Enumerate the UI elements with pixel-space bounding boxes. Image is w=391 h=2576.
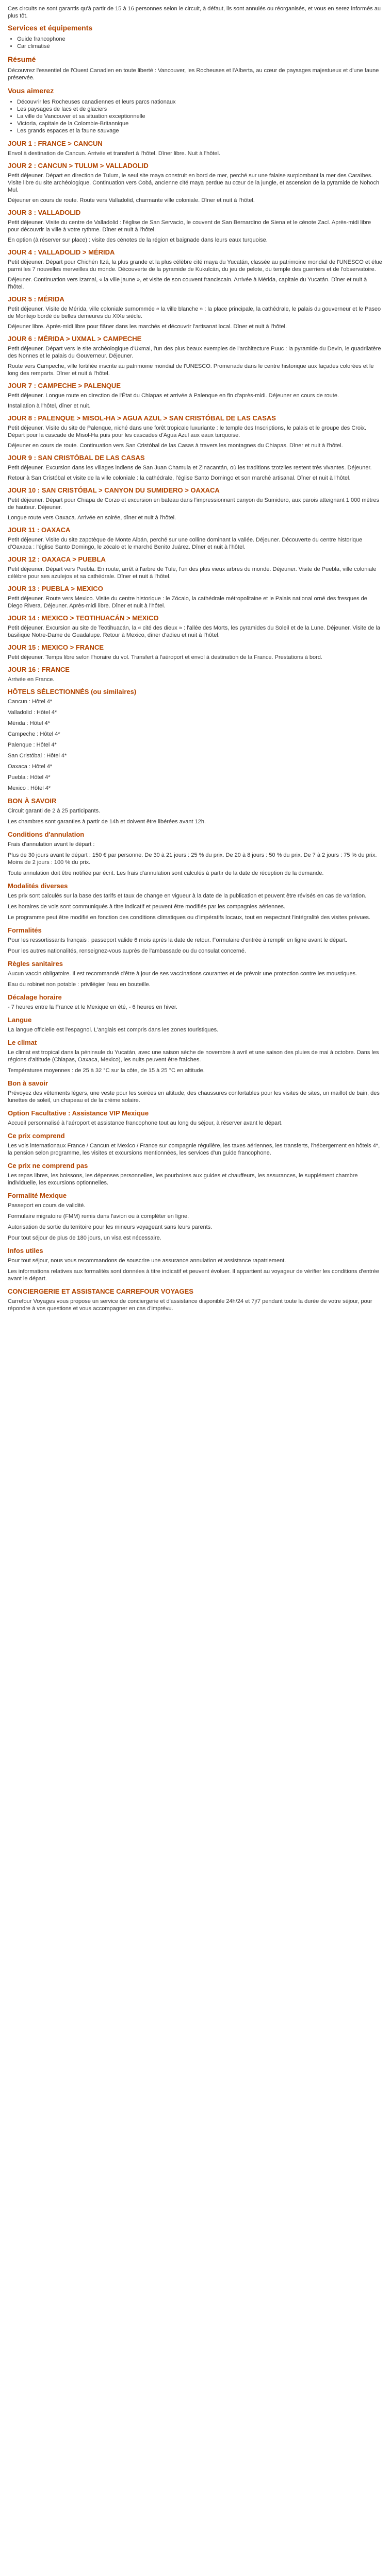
insurance-section — [8, 1287, 383, 1312]
list-item: • Les grands espaces et la faune sauvage — [17, 127, 383, 134]
day-2 — [8, 162, 383, 204]
day-text: Petit déjeuner. Visite du site zapotèque de Monte Albán, perché sur une colline dominant la vallée. Déjeuner. Découverte du centre historique d'Oaxaca : l'église Santo Domingo, le zócalo et le marché Benito Juárez. Dîner et nuit à l'hôtel. — [8, 537, 363, 550]
info-text: Les informations relatives aux formalités sont données à titre indicatif et peuvent évoluer. Il appartient au voyageur de vérifier les conditions d'entrée avant le départ. — [8, 1268, 379, 1282]
info-text: Formulaire migratoire (FMM) remis dans l'avion ou à compléter en ligne. — [8, 1213, 189, 1219]
hotel-line: Mexico : Hôtel 4* — [8, 785, 51, 791]
practical-section — [8, 882, 383, 921]
day-text: Petit déjeuner. Excursion dans les villages indiens de San Juan Chamula et Zinacantán, où les traditions tzotziles restent très vivantes. Déjeuner. — [8, 465, 372, 471]
conditions-title: Conditions d'annulation — [8, 831, 85, 838]
highlights-list — [8, 98, 383, 134]
day-text: Petit déjeuner. Départ pour Chiapa de Corzo et excursion en bateau dans l'impressionnant canyon du Sumidero, aux parois atteignant 1 000 mètres de hauteur. Déjeuner. — [8, 497, 379, 511]
day-title: JOUR 4 : VALLADOLID > MÉRIDA — [8, 248, 115, 256]
day-text: Retour à San Cristóbal et visite de la ville coloniale : la cathédrale, l'église Santo Domingo et son marché artisanal. Dîner et nuit à l'hôtel. — [8, 475, 351, 481]
info-text: La langue officielle est l'espagnol. L'anglais est compris dans les zones touristiques. — [8, 1027, 219, 1033]
info-text: Accueil personnalisé à l'aéroport et assistance francophone tout au long du séjour, à réserver avant le départ. — [8, 1120, 283, 1126]
intro-note: Ces circuits ne sont garantis qu'à partir de 15 à 16 personnes selon le circuit, à défaut, ils sont annulés ou réorganisés, et vous en serez informés au plus tôt. — [8, 6, 381, 19]
info-text: Pour les autres nationalités, renseignez-vous auprès de l'ambassade ou du consulat concerné. — [8, 948, 246, 954]
language-section — [8, 1016, 383, 1033]
day-title: JOUR 5 : MÉRIDA — [8, 295, 64, 303]
info-text: Passeport en cours de validité. — [8, 1202, 86, 1209]
info-text: Les horaires de vols sont communiqués à titre indicatif et peuvent être modifiés par les compagnies aériennes. — [8, 904, 286, 910]
day-title: JOUR 11 : OAXACA — [8, 526, 71, 534]
included-title: Ce prix comprend — [8, 1132, 65, 1140]
hotel-line: Palenque : Hôtel 4* — [8, 742, 57, 748]
day-13 — [8, 585, 383, 609]
climate-title: Le climat — [8, 1039, 37, 1046]
luggage-title: Bon à savoir — [8, 1079, 48, 1087]
day-title: JOUR 6 : MÉRIDA > UXMAL > CAMPECHE — [8, 335, 142, 343]
info-text: Les prix sont calculés sur la base des tarifs et taux de change en vigueur à la date de la publication et peuvent être révisés en cas de variation. — [8, 893, 367, 899]
health-section — [8, 960, 383, 988]
day-text: Petit déjeuner. Route vers Mexico. Visite du centre historique : le Zócalo, la cathédrale métropolitaine et le Palais national orné des fresques de Diego Rivera. Déjeuner. Après-midi libre. Dîner et nuit à l'hôtel. — [8, 596, 367, 609]
list-item: • Les paysages de lacs et de glaciers — [17, 106, 383, 113]
day-text: Petit déjeuner. Visite du centre de Valladolid : l'église de San Servacio, le couvent de San Bernardino de Siena et le cénote Zací. Après-midi libre pour découvrir la ville à votre rythme. Dîner et nuit à l'hôtel. — [8, 219, 371, 233]
day-title: JOUR 2 : CANCUN > TULUM > VALLADOLID — [8, 162, 149, 170]
health-title: Règles sanitaires — [8, 960, 63, 968]
time-title: Décalage horaire — [8, 993, 62, 1001]
day-text: Petit déjeuner. Départ vers le site archéologique d'Uxmal, l'un des plus beaux exemples de l'architecture Puuc : la pyramide du Devin, le quadrilatère des Nonnes et le palais du Gouverneur. Déjeuner. — [8, 346, 381, 359]
info-text: Eau du robinet non potable : privilégier l'eau en bouteille. — [8, 981, 151, 988]
day-4 — [8, 248, 383, 291]
info-text: Le programme peut être modifié en fonction des conditions climatiques ou d'impératifs locaux, tout en respectant l'intégralité des visites prévues. — [8, 914, 371, 921]
day-text: Petit déjeuner. Visite du site de Palenque, niché dans une forêt tropicale luxuriante : le temple des Inscriptions, le palais et le groupe des Croix. Départ pour la cascade de Misol-Ha puis pour les cascades d'Agua Azul aux eaux turquoise. — [8, 425, 367, 438]
day-7 — [8, 382, 383, 410]
highlights-title: Vous aimerez — [8, 87, 54, 95]
list-item: • Guide francophone — [17, 36, 383, 43]
useful-title: Infos utiles — [8, 1247, 43, 1255]
hotel-line: Mérida : Hôtel 4* — [8, 720, 50, 726]
day-text: Longue route vers Oaxaca. Arrivée en soirée, dîner et nuit à l'hôtel. — [8, 515, 176, 521]
day-14 — [8, 614, 383, 639]
hotel-line: San Cristóbal : Hôtel 4* — [8, 753, 67, 759]
day-text: Déjeuner en cours de route. Route vers Valladolid, charmante ville coloniale. Dîner et nuit à l'hôtel. — [8, 197, 255, 204]
day-text: Installation à l'hôtel, dîner et nuit. — [8, 403, 91, 409]
language-title: Langue — [8, 1016, 32, 1024]
info-text: Prévoyez des vêtements légers, une veste pour les soirées en altitude, des chaussures confortables pour les visites de sites, un maillot de bain, des lunettes de soleil, un chapeau et de la crème solaire. — [8, 1090, 380, 1104]
day-11 — [8, 526, 383, 551]
day-title: JOUR 15 : MEXICO > FRANCE — [8, 643, 104, 651]
info-text: Pour les ressortissants français : passeport valide 6 mois après la date de retour. Formulaire d'entrée à remplir en ligne avant le départ. — [8, 937, 348, 943]
list-item: • Victoria, capitale de la Colombie-Britannique — [17, 120, 383, 127]
formalities2-title: Formalité Mexique — [8, 1192, 67, 1199]
info-text: Autorisation de sortie du territoire pour les mineurs voyageant sans leurs parents. — [8, 1224, 213, 1230]
info-text: Le climat est tropical dans la péninsule du Yucatán, avec une saison sèche de novembre à avril et une saison des pluies de mai à octobre. Dans les régions d'altitude (Chiapas, Oaxaca, Mexico), les nuits peuvent être fraîches. — [8, 1049, 379, 1063]
hotel-line: Valladolid : Hôtel 4* — [8, 709, 57, 716]
day-title: JOUR 3 : VALLADOLID — [8, 209, 81, 216]
good-to-know-title: BON À SAVOIR — [8, 797, 57, 805]
hotel-line: Puebla : Hôtel 4* — [8, 774, 51, 781]
formalities2-section — [8, 1192, 383, 1242]
time-section — [8, 993, 383, 1011]
formalities-section — [8, 926, 383, 955]
info-text: Les chambres sont garanties à partir de 14h et doivent être libérées avant 12h. — [8, 819, 206, 825]
day-text: Déjeuner libre. Après-midi libre pour flâner dans les marchés et découvrir l'artisanat local. Dîner et nuit à l'hôtel. — [8, 324, 287, 330]
insurance-title: CONCIERGERIE ET ASSISTANCE CARREFOUR VOYAGES — [8, 1287, 193, 1295]
day-3 — [8, 209, 383, 244]
day-6 — [8, 335, 383, 377]
info-text: Aucun vaccin obligatoire. Il est recommandé d'être à jour de ses vaccinations courantes et de prévoir une protection contre les moustiques. — [8, 971, 357, 977]
hotels-section — [8, 688, 383, 792]
day-title: JOUR 13 : PUEBLA > MEXICO — [8, 585, 103, 592]
day-text: Petit déjeuner. Départ vers Puebla. En route, arrêt à l'arbre de Tule, l'un des plus vieux arbres du monde. Déjeuner. Visite de Puebla, ville coloniale célèbre pour ses azulejos et sa cathédrale. Dîner et nuit à l'hôtel. — [8, 566, 377, 580]
info-text: Frais d'annulation avant le départ : — [8, 841, 95, 848]
day-title: JOUR 1 : FRANCE > CANCUN — [8, 140, 103, 147]
resume-section — [8, 55, 383, 81]
day-text: Petit déjeuner. Longue route en direction de l'État du Chiapas et arrivée à Palenque en fin d'après-midi. Déjeuner en cours de route. — [8, 393, 339, 399]
day-text: Route vers Campeche, ville fortifiée inscrite au patrimoine mondial de l'UNESCO. Promenade dans le centre historique aux façades colorées et le long des remparts. Dîner et nuit à l'hôtel. — [8, 363, 374, 377]
day-text: Petit déjeuner. Visite de Mérida, ville coloniale surnommée « la ville blanche » : la place principale, la cathédrale, le palais du gouverneur et le Paseo de Montejo bordé de belles demeures du XIXe siècle. — [8, 306, 381, 319]
included-section — [8, 1132, 383, 1157]
hotel-line: Cancun : Hôtel 4* — [8, 699, 53, 705]
info-text: Pour tout séjour, nous vous recommandons de souscrire une assurance annulation et assistance rapatriement. — [8, 1258, 286, 1264]
day-text: Déjeuner. Continuation vers Izamal, « la ville jaune », et visite de son couvent franciscain. Arrivée à Mérida, capitale du Yucatán. Dîner et nuit à l'hôtel. — [8, 277, 367, 290]
services-section — [8, 24, 383, 50]
day-10 — [8, 486, 383, 521]
info-text: Plus de 30 jours avant le départ : 150 € par personne. De 30 à 21 jours : 25 % du prix. De 20 à 8 jours : 50 % du prix. De 7 à 2 jours : 75 % du prix. Moins de 2 jours : 100 % du prix. — [8, 852, 377, 866]
excluded-section — [8, 1162, 383, 1187]
day-text: En option (à réserver sur place) : visite des cénotes de la région et baignade dans leurs eaux turquoise. — [8, 237, 268, 243]
day-title: JOUR 7 : CAMPECHE > PALENQUE — [8, 382, 121, 389]
day-text: Arrivée en France. — [8, 676, 55, 683]
option-section — [8, 1109, 383, 1127]
conditions-section — [8, 831, 383, 877]
option-title: Option Facultative : Assistance VIP Mexique — [8, 1109, 149, 1117]
day-title: JOUR 16 : FRANCE — [8, 666, 70, 673]
info-text: Les vols internationaux France / Cancun et Mexico / France sur compagnie régulière, les taxes aériennes, les transferts, l'hébergement en hôtels 4*, la pension selon programme, les visites et excursions mentionnées, les services d'un guide francophone. — [8, 1143, 380, 1156]
highlights-section — [8, 87, 383, 134]
day-text: Petit déjeuner. Temps libre selon l'horaire du vol. Transfert à l'aéroport et envol à destination de la France. Prestations à bord. — [8, 654, 322, 660]
info-text: Carrefour Voyages vous propose un service de conciergerie et d'assistance disponible 24h/24 et 7j/7 pendant toute la durée de votre séjour, pour répondre à vos questions et vous accompagner en cas d'imprévu. — [8, 1298, 372, 1312]
list-item: • Découvrir les Rocheuses canadiennes et leurs parcs nationaux — [17, 98, 383, 106]
day-text: Petit déjeuner. Départ en direction de Tulum, le seul site maya construit en bord de mer, perché sur une falaise surplombant la mer des Caraïbes. Visite libre du site archéologique. Continuation vers Cobá, ancienne cité maya perdue au cœur de la jungle, et ascension de la pyramide de Nohoch Mul. — [8, 173, 380, 193]
day-5 — [8, 295, 383, 330]
services-title: Services et équipements — [8, 24, 93, 32]
day-title: JOUR 12 : OAXACA > PUEBLA — [8, 555, 106, 563]
list-item: • Car climatisé — [17, 43, 383, 50]
day-9 — [8, 454, 383, 482]
info-text: - 7 heures entre la France et le Mexique en été, - 6 heures en hiver. — [8, 1004, 177, 1010]
info-text: Pour tout séjour de plus de 180 jours, un visa est nécessaire. — [8, 1235, 161, 1241]
hotel-line: Oaxaca : Hôtel 4* — [8, 764, 53, 770]
day-text: Déjeuner en cours de route. Continuation vers San Cristóbal de las Casas à travers les montagnes du Chiapas. Dîner et nuit à l'hôtel. — [8, 443, 343, 449]
info-text: Températures moyennes : de 25 à 32 °C sur la côte, de 15 à 25 °C en altitude. — [8, 1067, 205, 1074]
resume-title: Résumé — [8, 55, 36, 63]
useful-section — [8, 1247, 383, 1282]
info-text: Circuit garanti de 2 à 25 participants. — [8, 808, 101, 814]
list-item: • La ville de Vancouver et sa situation exceptionnelle — [17, 113, 383, 120]
day-8 — [8, 414, 383, 449]
day-1 — [8, 140, 383, 157]
day-text: Petit déjeuner. Départ pour Chichén Itzá, la plus grande et la plus célèbre cité maya du Yucatán, classée au patrimoine mondial de l'UNESCO et élue parmi les 7 nouvelles merveilles du monde. Découverte de la pyramide de Kukulcán, du jeu de pelote, du temple des guerriers et de l'observatoire. — [8, 259, 382, 273]
day-title: JOUR 8 : PALENQUE > MISOL-HA > AGUA AZUL > SAN CRISTÓBAL DE LAS CASAS — [8, 414, 276, 422]
day-16 — [8, 666, 383, 683]
resume-text: Découvrez l'essentiel de l'Ouest Canadien en toute liberté : Vancouver, les Rocheuses et l'Alberta, au cœur de paysages majestueux et d'une faune préservée. — [8, 67, 379, 81]
formalities-title: Formalités — [8, 926, 42, 934]
hotel-line: Campeche : Hôtel 4* — [8, 731, 60, 737]
day-title: JOUR 9 : SAN CRISTÓBAL DE LAS CASAS — [8, 454, 145, 462]
practical-title: Modalités diverses — [8, 882, 68, 890]
services-list — [8, 36, 383, 50]
info-text: Les repas libres, les boissons, les dépenses personnelles, les pourboires aux guides et chauffeurs, les assurances, le supplément chambre individuelle, les excursions optionnelles. — [8, 1173, 358, 1186]
climate-section — [8, 1039, 383, 1074]
luggage-section — [8, 1079, 383, 1104]
day-text: Petit déjeuner. Excursion au site de Teotihuacán, la « cité des dieux » : l'allée des Morts, les pyramides du Soleil et de la Lune. Déjeuner. Visite de la basilique Notre-Dame de Guadalupe. Retour à Mexico, dîner d'adieu et nuit à l'hôtel. — [8, 625, 381, 638]
day-title: JOUR 10 : SAN CRISTÓBAL > CANYON DU SUMIDERO > OAXACA — [8, 486, 220, 494]
day-15 — [8, 643, 383, 661]
itinerary — [8, 140, 383, 683]
hotels-title: HÔTELS SÉLECTIONNÉS (ou similaires) — [8, 688, 137, 696]
day-title: JOUR 14 : MEXICO > TEOTIHUACÁN > MEXICO — [8, 614, 159, 622]
excluded-title: Ce prix ne comprend pas — [8, 1162, 88, 1170]
day-text: Envol à destination de Cancun. Arrivée et transfert à l'hôtel. Dîner libre. Nuit à l'hôtel. — [8, 150, 221, 157]
good-to-know-section — [8, 797, 383, 825]
info-text: Toute annulation doit être notifiée par écrit. Les frais d'annulation sont calculés à partir de la date de réception de la demande. — [8, 870, 324, 876]
day-12 — [8, 555, 383, 580]
